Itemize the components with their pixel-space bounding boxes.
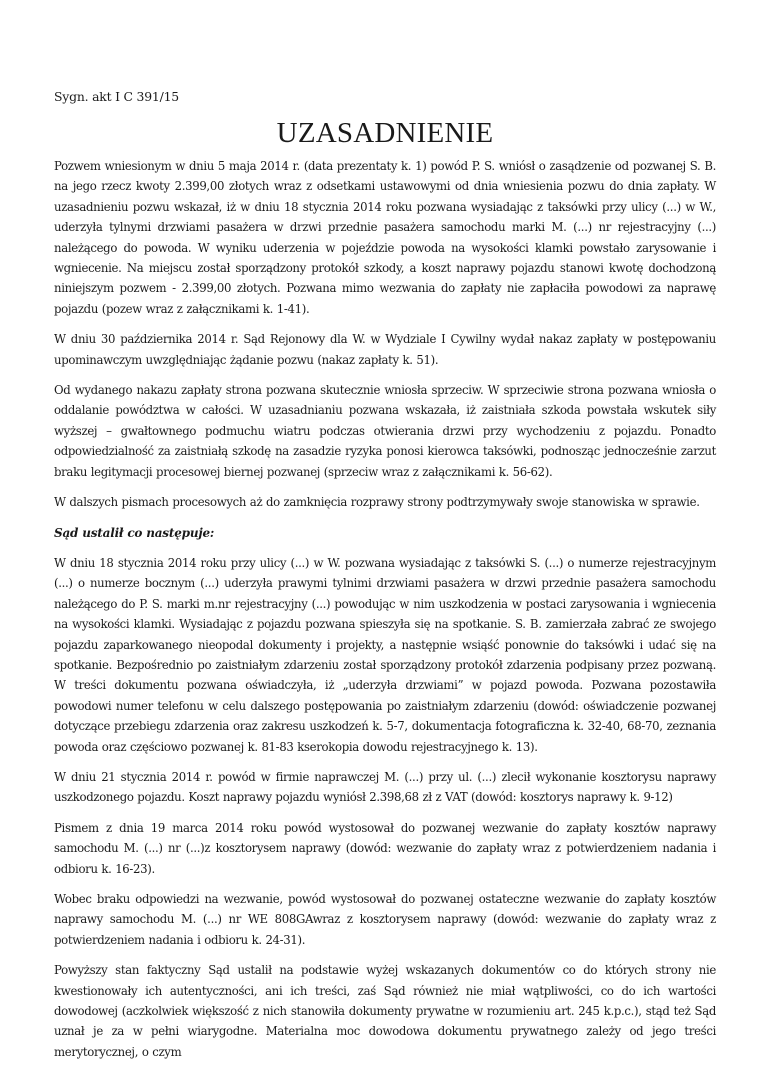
paragraph: Powyższy stan faktyczny Sąd ustalił na podstawie wyżej wskazanych dokumentów co do których strony nie kwestionowały ich autentyczności, ani ich treści, zaś Sąd również nie miał wątpliwości, co do ich wartości dowodowej (aczkolwiek większość z nich stanowiła dokumenty prywatne w rozumieniu art. 245 k.p.c.), stąd też Sąd uznał je za w pełni wiarygodne. Materialna moc dowodowa dokumentu prywatnego zależy od jego treści merytorycznej, o czym (54, 963, 716, 1059)
paragraph: W dniu 21 stycznia 2014 r. powód w firmie naprawczej M. (...) przy ul. (...) zlecił wykonanie kosztorysu naprawy uszkodzonego pojazdu. Koszt naprawy pojazdu wyniósł 2.398,68 zł z VAT (dowód: kosztorys naprawy k. 9-12) (54, 769, 716, 805)
paragraph: Od wydanego nakazu zapłaty strona pozwana skutecznie wniosła sprzeciw. W sprzeciwie strona pozwana wniosła o oddalanie powództwa w całości. W uzasadnianiu pozwana wskazała, iż zaistniała szkoda powstała wskutek siły wyższej – gwałtownego podmuchu wiatru podczas otwierania drzwi przy wychodzeniu z pojazdu. Ponadto odpowiedzialność za zaistniałą szkodę na zasadzie ryzyka ponosi kierowca taksówki, podnosząc jednocześnie zarzut braku legitymacji procesowej biernej pozwanej (sprzeciw wraz z załącznikami k. 56-62). (54, 383, 716, 479)
paragraph: Wobec braku odpowiedzi na wezwanie, powód wystosował do pozwanej ostateczne wezwanie do zapłaty kosztów naprawy samochodu M. (...) nr WE 808GAwraz z kosztorysem naprawy (dowód: wezwanie do zapłaty wraz z potwierdzeniem nadania i odbioru k. 24-31). (54, 892, 716, 947)
paragraph: W dniu 18 stycznia 2014 roku przy ulicy (...) w W. pozwana wysiadając z taksówki S. (...) o numerze rejestracyjnym (...) o numerze bocznym (...) uderzyła prawymi tylnimi drzwiami pasażera w drzwi przednie pasażera samochodu należącego do P. S. marki m.nr rejestracyjny (...) powodując w nim uszkodzenia w postaci zarysowania i wgniecenia na wysokości klamki. Wysiadając z pojazdu pozwana spieszyła się na spotkanie. S. B. zamierzała zabrać ze swojego pojazdu zaparkowanego nieopodal dokumenty i projekty, a następnie wsiąść ponownie do taksówki i udać się na spotkanie. Bezpośrednio po zaistniałym zdarzeniu został sporządzony protokół zdarzenia podpisany przez pozwaną. W treści dokumentu pozwana oświadczyła, iż „uderzyła drzwiami” w pojazd powoda. Pozwana pozostawiła powodowi numer telefonu w celu dalszego postępowania po zaistniałym zdarzeniu (dowód: oświadczenie pozwanej dotyczące przebiegu zdarzenia oraz zakresu uszkodzeń k. 5-7, dokumentacja fotograficzna k. 32-40, 68-70, zeznania powoda oraz częściowo pozwanej k. 81-83 kserokopia dowodu rejestracyjnego k. 13). (54, 555, 716, 754)
document-page (54, 88, 716, 1072)
paragraph: W dniu 30 października 2014 r. Sąd Rejonowy dla W. w Wydziale I Cywilny wydał nakaz zapłaty w postępowaniu upominawczym uwzględniając żądanie pozwu (nakaz zapłaty k. 51). (54, 332, 716, 367)
case-signature: Sygn. akt I C 391/15 (54, 89, 179, 104)
paragraph: W dalszych pismach procesowych aż do zamknięcia rozprawy strony podtrzymywały swoje stanowiska w sprawie. (54, 495, 700, 510)
section-heading-findings: Sąd ustalił co następuje: (54, 525, 215, 540)
paragraph: Pozwem wniesionym w dniu 5 maja 2014 r. (data prezentaty k. 1) powód P. S. wniósł o zasądzenie od pozwanej S. B. na jego rzecz kwoty 2.399,00 złotych wraz z odsetkami ustawowymi od dnia wniesienia pozwu do dnia zapłaty. W uzasadnieniu pozwu wskazał, iż w dniu 18 stycznia 2014 roku pozwana wysiadając z taksówki przy ulicy (...) w W., uderzyła tylnymi drzwiami pasażera w drzwi przednie pasażera samochodu marki M. (...) nr rejestracyjny (...) należącego do powoda. W wyniku uderzenia w pojeździe powoda na wysokości klamki powstało zarysowanie i wgniecenie. Na miejscu został sporządzony protokół szkody, a koszt naprawy pojazdu stanowi kwotę dochodzoną niniejszym pozwem - 2.399,00 złotych. Pozwana mimo wezwania do zapłaty nie zapłaciła powodowi za naprawę pojazdu (pozew wraz z załącznikami k. 1-41). (54, 159, 716, 316)
document-title: UZASADNIENIE (276, 117, 494, 149)
paragraph: Pismem z dnia 19 marca 2014 roku powód wystosował do pozwanej wezwanie do zapłaty kosztów naprawy samochodu M. (...) nr (...)z kosztorysem naprawy (dowód: wezwanie do zapłaty wraz z potwierdzeniem nadania i odbioru k. 16-23). (54, 820, 716, 876)
